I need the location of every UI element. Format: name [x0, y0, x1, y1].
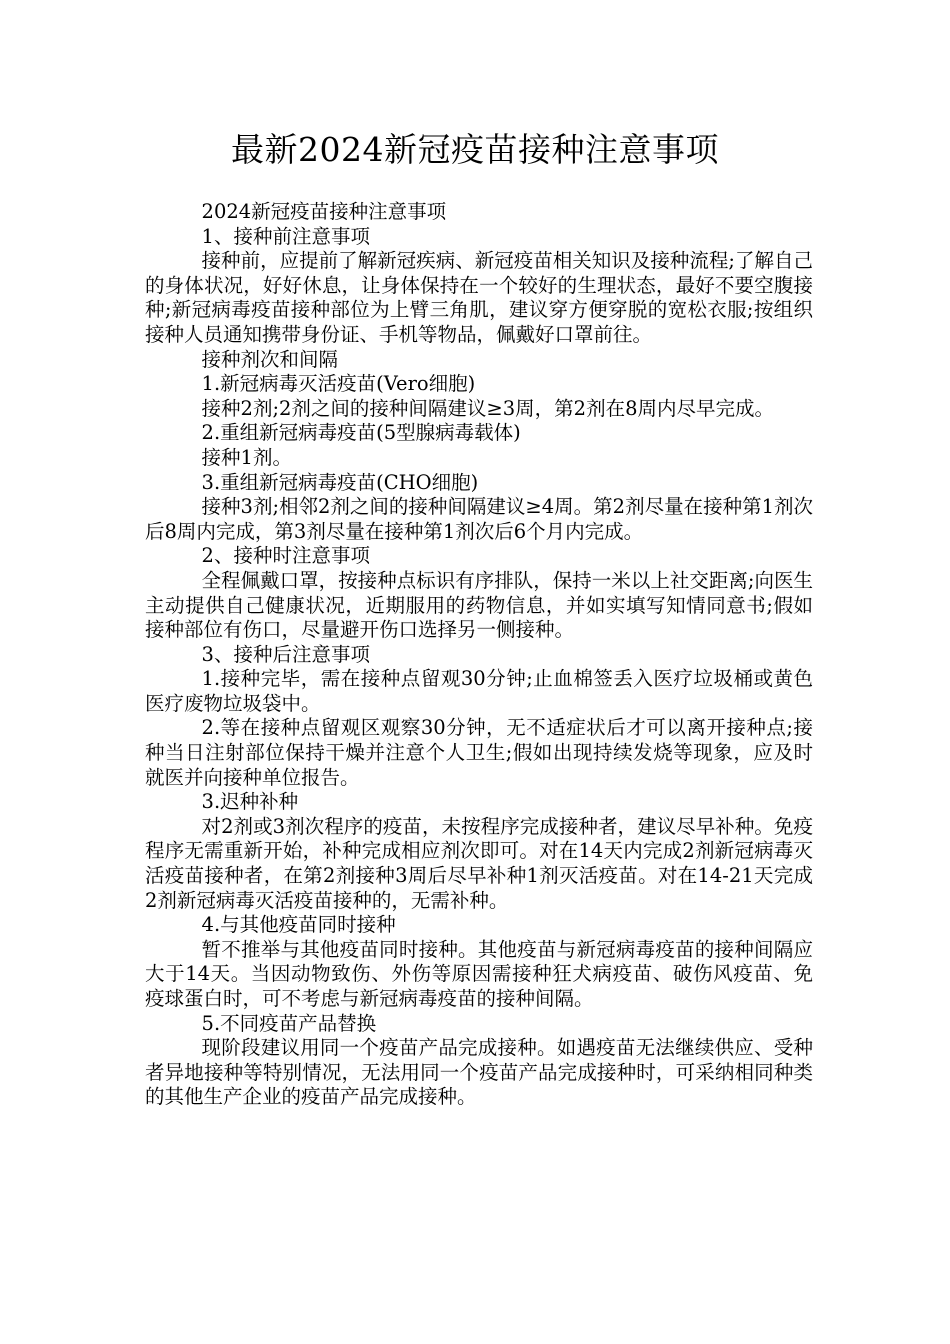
body-paragraph: 2.等在接种点留观区观察30分钟，无不适症状后才可以离开接种点;接种当日注射部位保持干燥并注意个人卫生;假如出现持续发烧等现象，应及时就医并向接种单位报告。	[145, 716, 813, 789]
body-paragraph: 2024新冠疫苗接种注意事项	[201, 200, 447, 223]
document-body	[145, 200, 813, 1110]
body-paragraph: 对2剂或3剂次程序的疫苗，未按程序完成接种者，建议尽早补种。免疫程序无需重新开始，补种完成相应剂次即可。对在14天内完成2剂新冠病毒灭活疫苗接种者，在第2剂接种3周后尽早补种1剂灭活疫苗。对在14-21天完成2剂新冠病毒灭活疫苗接种的，无需补种。	[145, 814, 813, 912]
body-paragraph: 现阶段建议用同一个疫苗产品完成接种。如遇疫苗无法继续供应、受种者异地接种等特别情况，无法用同一个疫苗产品完成接种时，可采纳相同种类的其他生产企业的疫苗产品完成接种。	[145, 1036, 813, 1109]
section-heading: 1、接种前注意事项	[201, 224, 370, 248]
section-heading: 2、接种时注意事项	[201, 544, 370, 568]
body-paragraph: 全程佩戴口罩，按接种点标识有序排队，保持一米以上社交距离;向医生主动提供自己健康状况，近期服用的药物信息，并如实填写知情同意书;假如接种部位有伤口，尽量避开伤口选择另一侧接种。	[145, 568, 813, 642]
section-heading: 3、接种后注意事项	[201, 642, 370, 666]
body-paragraph: 暂不推举与其他疫苗同时接种。其他疫苗与新冠病毒疫苗的接种间隔应大于14天。当因动物致伤、外伤等原因需接种狂犬病疫苗、破伤风疫苗、免疫球蛋白时，可不考虑与新冠病毒疫苗的接种间隔。	[145, 937, 813, 1010]
list-item-heading: 3.迟种补种	[201, 790, 299, 814]
section-heading: 接种剂次和间隔	[201, 347, 339, 371]
document-title: 最新2024新冠疫苗接种注意事项	[231, 130, 719, 169]
body-paragraph: 接种2剂;2剂之间的接种间隔建议≥3周，第2剂在8周内尽早完成。	[201, 396, 774, 420]
body-paragraph: 1.接种完毕，需在接种点留观30分钟;止血棉签丢入医疗垃圾桶或黄色医疗废物垃圾袋中。	[145, 667, 813, 715]
list-item-heading: 1.新冠病毒灭活疫苗(Vero细胞)	[201, 372, 476, 396]
body-paragraph: 接种3剂;相邻2剂之间的接种间隔建议≥4周。第2剂尽量在接种第1剂次后8周内完成，第3剂尽量在接种第1剂次后6个月内完成。	[145, 495, 813, 543]
list-item-heading: 2.重组新冠病毒疫苗(5型腺病毒载体)	[201, 421, 521, 445]
body-paragraph: 接种前，应提前了解新冠疾病、新冠疫苗相关知识及接种流程;了解自己的身体状况，好好休息，让身体保持在一个较好的生理状态，最好不要空腹接种;新冠病毒疫苗接种部位为上臂三角肌，建议穿方便穿脱的宽松衣服;按组织接种人员通知携带身份证、手机等物品，佩戴好口罩前往。	[145, 249, 813, 346]
list-item-heading: 5.不同疫苗产品替换	[201, 1011, 377, 1035]
list-item-heading: 4.与其他疫苗同时接种	[201, 913, 396, 937]
body-paragraph: 接种1剂。	[201, 445, 292, 469]
list-item-heading: 3.重组新冠病毒疫苗(CHO细胞)	[201, 470, 479, 494]
